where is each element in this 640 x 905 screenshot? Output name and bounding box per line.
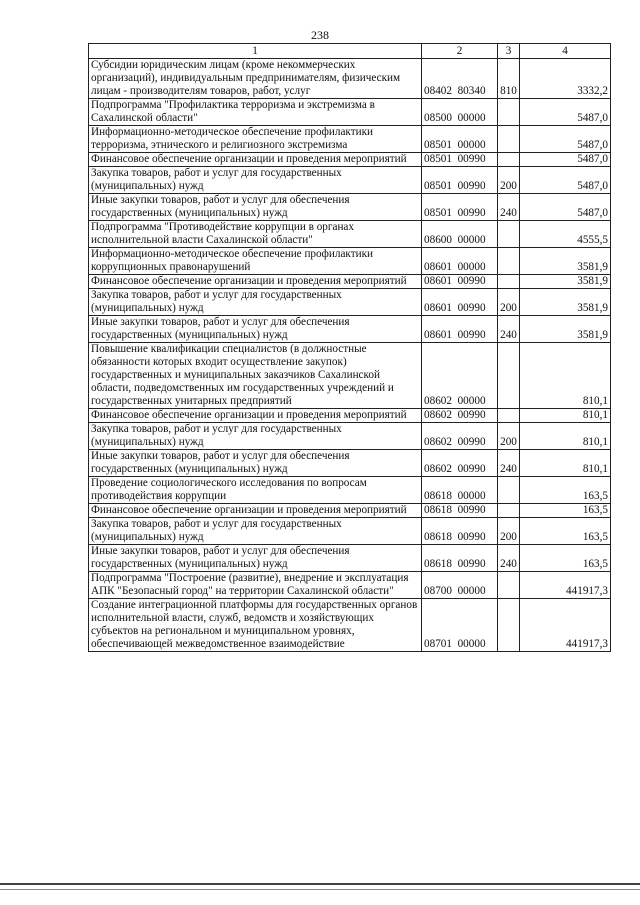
- row-sum-cell: 3581,9: [520, 289, 611, 316]
- row-name-cell: Финансовое обеспечение организации и проведения мероприятий: [89, 153, 422, 167]
- row-csr-cell: 08601 00990: [422, 316, 498, 343]
- row-cvr-cell: [498, 221, 520, 248]
- row-cvr-cell: [498, 477, 520, 504]
- row-csr-cell: 08501 00990: [422, 167, 498, 194]
- row-csr-cell: 08618 00990: [422, 545, 498, 572]
- row-csr-cell: 08618 00000: [422, 477, 498, 504]
- row-cvr-cell: 200: [498, 518, 520, 545]
- row-cvr-cell: [498, 99, 520, 126]
- row-cvr-cell: [498, 126, 520, 153]
- row-cvr-cell: [498, 275, 520, 289]
- row-csr-cell: 08402 80340: [422, 59, 498, 99]
- table-row: [89, 409, 611, 423]
- scan-edge-line-thin: [0, 889, 640, 890]
- row-cvr-cell: 240: [498, 545, 520, 572]
- header-col-3: 3: [498, 44, 520, 59]
- table-row: [89, 343, 611, 409]
- row-sum-cell: 163,5: [520, 545, 611, 572]
- row-csr-cell: 08602 00990: [422, 423, 498, 450]
- row-cvr-cell: [498, 599, 520, 652]
- table-row: [89, 153, 611, 167]
- row-sum-cell: 3332,2: [520, 59, 611, 99]
- row-sum-cell: 810,1: [520, 409, 611, 423]
- budget-table: [88, 43, 611, 652]
- row-csr-cell: 08601 00990: [422, 275, 498, 289]
- row-cvr-cell: 240: [498, 194, 520, 221]
- row-name-cell: Проведение социологического исследования по вопросам противодействия коррупции: [89, 477, 422, 504]
- row-sum-cell: 5487,0: [520, 126, 611, 153]
- table-row: [89, 99, 611, 126]
- row-name-cell: Иные закупки товаров, работ и услуг для обеспечения государственных (муниципальных) нужд: [89, 194, 422, 221]
- row-name-cell: Иные закупки товаров, работ и услуг для обеспечения государственных (муниципальных) нужд: [89, 316, 422, 343]
- table-header-row: [89, 44, 611, 59]
- row-sum-cell: 3581,9: [520, 275, 611, 289]
- row-csr-cell: 08601 00000: [422, 248, 498, 275]
- table-row: [89, 167, 611, 194]
- row-name-cell: Подпрограмма "Профилактика терроризма и экстремизма в Сахалинской области": [89, 99, 422, 126]
- row-name-cell: Закупка товаров, работ и услуг для государственных (муниципальных) нужд: [89, 167, 422, 194]
- row-csr-cell: 08602 00990: [422, 409, 498, 423]
- row-sum-cell: 441917,3: [520, 599, 611, 652]
- row-sum-cell: 3581,9: [520, 316, 611, 343]
- row-name-cell: Субсидии юридическим лицам (кроме некоммерческих организаций), индивидуальным предпринимателям, физическим лицам - производителям товаров, работ, услуг: [89, 59, 422, 99]
- row-name-cell: Финансовое обеспечение организации и проведения мероприятий: [89, 275, 422, 289]
- table-row: [89, 275, 611, 289]
- row-name-cell: Информационно-методическое обеспечение профилактики терроризма, этнического и религиозного экстремизма: [89, 126, 422, 153]
- row-sum-cell: 810,1: [520, 343, 611, 409]
- row-cvr-cell: [498, 409, 520, 423]
- row-cvr-cell: 200: [498, 423, 520, 450]
- row-name-cell: Иные закупки товаров, работ и услуг для обеспечения государственных (муниципальных) нужд: [89, 450, 422, 477]
- row-csr-cell: 08601 00990: [422, 289, 498, 316]
- row-sum-cell: 163,5: [520, 477, 611, 504]
- table-row: [89, 59, 611, 99]
- row-csr-cell: 08618 00990: [422, 504, 498, 518]
- row-csr-cell: 08501 00990: [422, 153, 498, 167]
- row-csr-cell: 08700 00000: [422, 572, 498, 599]
- row-cvr-cell: [498, 248, 520, 275]
- table-row: [89, 289, 611, 316]
- row-sum-cell: 810,1: [520, 423, 611, 450]
- table-row: [89, 248, 611, 275]
- row-name-cell: Закупка товаров, работ и услуг для государственных (муниципальных) нужд: [89, 423, 422, 450]
- row-cvr-cell: [498, 343, 520, 409]
- row-name-cell: Подпрограмма "Построение (развитие), внедрение и эксплуатация АПК "Безопасный город" на территории Сахалинской области": [89, 572, 422, 599]
- table-row: [89, 316, 611, 343]
- row-name-cell: Подпрограмма "Противодействие коррупции в органах исполнительной власти Сахалинской области": [89, 221, 422, 248]
- table-row: [89, 221, 611, 248]
- row-cvr-cell: 200: [498, 289, 520, 316]
- row-sum-cell: 5487,0: [520, 153, 611, 167]
- row-cvr-cell: [498, 153, 520, 167]
- row-name-cell: Иные закупки товаров, работ и услуг для обеспечения государственных (муниципальных) нужд: [89, 545, 422, 572]
- row-cvr-cell: [498, 504, 520, 518]
- table-row: [89, 477, 611, 504]
- row-cvr-cell: 240: [498, 450, 520, 477]
- row-csr-cell: 08602 00000: [422, 343, 498, 409]
- row-sum-cell: 5487,0: [520, 99, 611, 126]
- row-name-cell: Информационно-методическое обеспечение профилактики коррупционных правонарушений: [89, 248, 422, 275]
- row-name-cell: Финансовое обеспечение организации и проведения мероприятий: [89, 504, 422, 518]
- page-number: 238: [311, 28, 329, 42]
- table-row: [89, 518, 611, 545]
- header-col-1: 1: [89, 44, 422, 59]
- row-sum-cell: 5487,0: [520, 194, 611, 221]
- row-sum-cell: 163,5: [520, 518, 611, 545]
- table-row: [89, 504, 611, 518]
- row-sum-cell: 441917,3: [520, 572, 611, 599]
- table-row: [89, 450, 611, 477]
- header-col-2: 2: [422, 44, 498, 59]
- table-row: [89, 572, 611, 599]
- row-name-cell: Финансовое обеспечение организации и проведения мероприятий: [89, 409, 422, 423]
- row-csr-cell: 08618 00990: [422, 518, 498, 545]
- row-csr-cell: 08600 00000: [422, 221, 498, 248]
- row-cvr-cell: 810: [498, 59, 520, 99]
- row-name-cell: Закупка товаров, работ и услуг для государственных (муниципальных) нужд: [89, 518, 422, 545]
- header-col-4: 4: [520, 44, 611, 59]
- row-cvr-cell: 200: [498, 167, 520, 194]
- table-row: [89, 545, 611, 572]
- row-csr-cell: 08500 00000: [422, 99, 498, 126]
- row-csr-cell: 08501 00990: [422, 194, 498, 221]
- row-cvr-cell: 240: [498, 316, 520, 343]
- row-csr-cell: 08501 00000: [422, 126, 498, 153]
- row-name-cell: Закупка товаров, работ и услуг для государственных (муниципальных) нужд: [89, 289, 422, 316]
- table-row: [89, 126, 611, 153]
- row-name-cell: Создание интеграционной платформы для государственных органов исполнительной власти, служб, ведомств и хозяйствующих субъектов на региональном и муниципальном уровнях, обеспечивающей межведомственное взаимодействие: [89, 599, 422, 652]
- row-name-cell: Повышение квалификации специалистов (в должностные обязанности которых входит осуществление закупок) государственных и муниципальных заказчиков Сахалинской области, подведомственных им государственных учреждений и государственных унитарных предприятий: [89, 343, 422, 409]
- row-sum-cell: 3581,9: [520, 248, 611, 275]
- row-sum-cell: 163,5: [520, 504, 611, 518]
- table-row: [89, 599, 611, 652]
- row-csr-cell: 08701 00000: [422, 599, 498, 652]
- table-row: [89, 194, 611, 221]
- row-sum-cell: 5487,0: [520, 167, 611, 194]
- row-cvr-cell: [498, 572, 520, 599]
- row-sum-cell: 810,1: [520, 450, 611, 477]
- table-row: [89, 423, 611, 450]
- scan-edge-line: [0, 883, 640, 885]
- budget-table-body: [89, 44, 611, 652]
- row-csr-cell: 08602 00990: [422, 450, 498, 477]
- row-sum-cell: 4555,5: [520, 221, 611, 248]
